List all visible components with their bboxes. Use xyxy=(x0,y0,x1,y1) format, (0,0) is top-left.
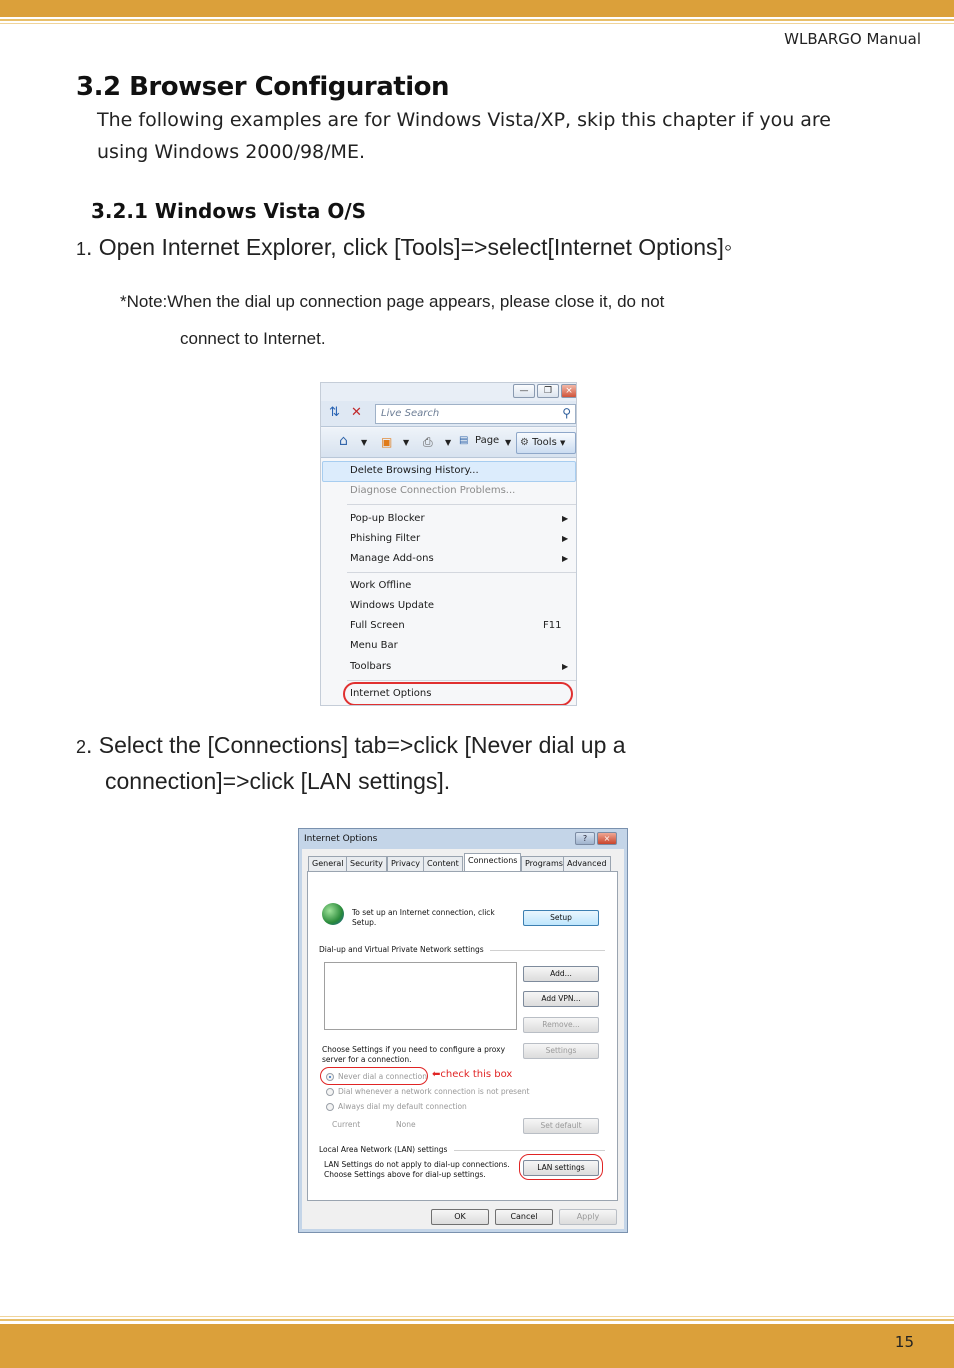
menu-item: Phishing Filter xyxy=(350,533,421,544)
close-icon: × xyxy=(597,832,617,845)
menu-item: Delete Browsing History... xyxy=(350,465,479,476)
setup-button: Setup xyxy=(523,910,599,926)
page-icon: ▤ xyxy=(459,435,469,446)
dialog-title: Internet Options xyxy=(304,834,378,844)
globe-icon xyxy=(322,903,344,925)
search-placeholder: Live Search xyxy=(381,408,440,419)
highlight-oval xyxy=(519,1154,603,1180)
page-menu-label: Page xyxy=(475,435,500,446)
lan-settings-button: LAN settings xyxy=(523,1160,599,1176)
menu-separator xyxy=(347,572,577,573)
menu-separator xyxy=(347,504,577,505)
current-label: Current xyxy=(332,1120,361,1129)
highlight-oval xyxy=(320,1067,428,1085)
refresh-icon: ⇅ xyxy=(329,405,340,420)
tools-label: Tools xyxy=(532,437,557,448)
section-title: 3.2 Browser Configuration xyxy=(76,72,449,102)
stop-icon: ✕ xyxy=(351,405,362,420)
menu-item: Manage Add-ons xyxy=(350,553,434,564)
radio-always-dial xyxy=(326,1103,334,1111)
step-2-number: 2 xyxy=(76,737,87,757)
step-2-continued: connection]=>click [LAN settings]. xyxy=(105,768,451,794)
close-icon: × xyxy=(561,384,577,398)
menu-item: Full Screen xyxy=(350,620,405,631)
dropdown-arrow-icon: ▼ xyxy=(361,438,368,447)
divider xyxy=(454,1150,605,1151)
remove-button: Remove... xyxy=(523,1017,599,1033)
tab-advanced: Advanced xyxy=(563,856,611,871)
menu-item: Windows Update xyxy=(350,600,435,611)
annotation-label: ⬅check this box xyxy=(432,1069,513,1080)
footer-rule xyxy=(0,1319,954,1321)
feeds-icon: ▣ xyxy=(381,435,393,449)
set-default-button: Set default xyxy=(523,1118,599,1134)
lan-text: LAN Settings do not apply to dial-up connections. xyxy=(324,1160,510,1169)
connections-panel xyxy=(307,871,618,1201)
add-button: Add... xyxy=(523,966,599,982)
submenu-arrow-icon: ▶ xyxy=(562,554,569,563)
lan-heading: Local Area Network (LAN) settings xyxy=(319,1145,448,1154)
browser-navbar xyxy=(321,401,577,427)
step-2-text: . Select the [Connections] tab=>click [Never dial up a xyxy=(86,732,626,758)
step-2 xyxy=(76,732,626,759)
ok-button: OK xyxy=(431,1209,489,1225)
minimize-icon: — xyxy=(513,384,535,398)
menu-item: Work Offline xyxy=(350,580,412,591)
header-band xyxy=(0,0,954,17)
menu-item-internet-options: Internet Options xyxy=(350,688,432,699)
internet-options-screenshot xyxy=(298,828,628,1233)
dropdown-arrow-icon: ▼ xyxy=(505,438,512,447)
subsection-title: 3.2.1 Windows Vista O/S xyxy=(91,199,367,223)
intro-line-1: The following examples are for Windows Vista/XP, skip this chapter if you are xyxy=(97,109,831,131)
radio-dial-whenever-label: Dial whenever a network connection is not present xyxy=(338,1087,530,1096)
tab-security: Security xyxy=(346,856,387,871)
menu-item: Menu Bar xyxy=(350,640,398,651)
current-value: None xyxy=(396,1120,416,1129)
restore-icon: ❐ xyxy=(537,384,559,398)
dropdown-arrow-icon: ▼ xyxy=(559,439,566,447)
settings-text: server for a connection. xyxy=(322,1055,412,1064)
tools-dropdown-list xyxy=(321,459,577,706)
browser-titlebar xyxy=(321,383,577,401)
tools-menu-button xyxy=(516,432,576,454)
menu-item: Toolbars xyxy=(350,661,392,672)
dropdown-arrow-icon: ▼ xyxy=(403,438,410,447)
tab-general: General xyxy=(308,856,348,871)
lan-text: Choose Settings above for dial-up settings. xyxy=(324,1170,486,1179)
step-1-text: . Open Internet Explorer, click [Tools]=>select[Internet Options]◦ xyxy=(86,234,733,260)
highlight-circle xyxy=(343,682,573,706)
divider xyxy=(490,950,605,951)
setup-text: Setup. xyxy=(352,918,377,927)
step-1 xyxy=(76,234,732,261)
intro-line-2: using Windows 2000/98/ME. xyxy=(97,141,365,163)
settings-text: Choose Settings if you need to configure a proxy xyxy=(322,1045,506,1054)
page-number: 15 xyxy=(894,1333,914,1351)
dropdown-arrow-icon: ▼ xyxy=(445,438,452,447)
tab-programs: Programs xyxy=(521,856,567,871)
annotation-text: check this box xyxy=(440,1069,513,1080)
footer-band xyxy=(0,1324,954,1368)
gear-icon: ⚙ xyxy=(520,437,529,448)
header-rule xyxy=(0,19,954,21)
radio-dial-whenever xyxy=(326,1088,334,1096)
step-1-number: 1 xyxy=(76,239,87,259)
tab-connections: Connections xyxy=(464,853,521,872)
search-icon: ⚲ xyxy=(562,406,571,420)
tab-privacy: Privacy xyxy=(387,856,424,871)
manual-title: WLBARGO Manual xyxy=(784,30,921,48)
radio-never-dial-label: Never dial a connection xyxy=(338,1072,427,1081)
command-bar xyxy=(321,428,577,458)
submenu-arrow-icon: ▶ xyxy=(562,514,569,523)
submenu-arrow-icon: ▶ xyxy=(562,534,569,543)
tab-content: Content xyxy=(423,856,463,871)
print-icon: ⎙ xyxy=(423,435,433,449)
add-vpn-button: Add VPN... xyxy=(523,991,599,1007)
menu-separator xyxy=(347,680,577,681)
footer-rule-thin xyxy=(0,1316,954,1317)
search-input xyxy=(375,404,576,424)
note-line-1: *Note:When the dial up connection page appears, please close it, do not xyxy=(120,292,665,311)
apply-button: Apply xyxy=(559,1209,617,1225)
submenu-arrow-icon: ▶ xyxy=(562,662,569,671)
cancel-button: Cancel xyxy=(495,1209,553,1225)
home-icon: ⌂ xyxy=(339,433,348,449)
dialog-body xyxy=(302,849,624,1229)
menu-shortcut: F11 xyxy=(543,620,562,631)
connections-listbox xyxy=(324,962,517,1030)
menu-item: Pop-up Blocker xyxy=(350,513,425,524)
menu-item: Diagnose Connection Problems... xyxy=(350,485,516,496)
note-line-2: connect to Internet. xyxy=(180,329,326,348)
radio-always-dial-label: Always dial my default connection xyxy=(338,1102,467,1111)
dialup-heading: Dial-up and Virtual Private Network settings xyxy=(319,945,484,954)
settings-button: Settings xyxy=(523,1043,599,1059)
tools-menu-screenshot xyxy=(320,382,577,706)
header-rule-thin xyxy=(0,23,954,24)
help-icon: ? xyxy=(575,832,595,845)
setup-text: To set up an Internet connection, click xyxy=(352,908,495,917)
section-intro xyxy=(97,104,877,168)
